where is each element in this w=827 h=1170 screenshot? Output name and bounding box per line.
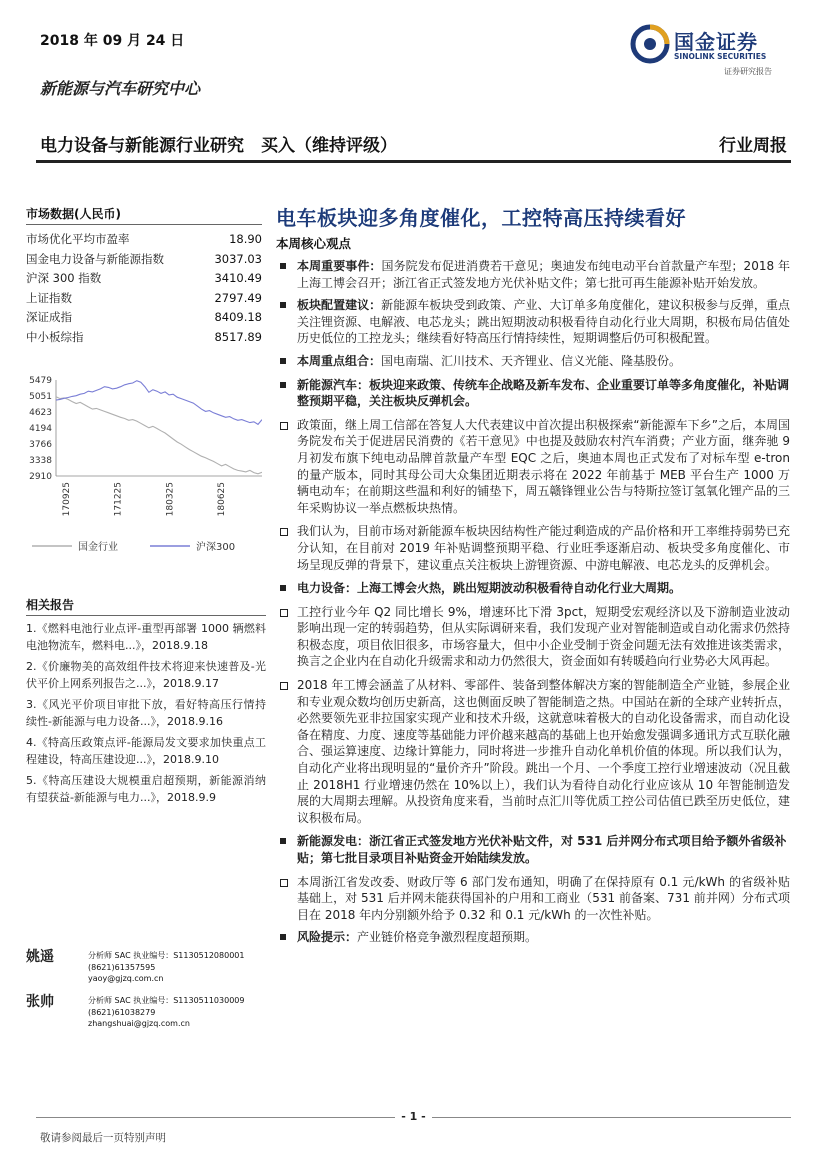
chart-x-tick-label: 180625 (217, 482, 227, 517)
market-row (26, 269, 262, 289)
main-subtitle: 本周核心观点 (276, 236, 352, 251)
chart-y-tick-label: 4194 (29, 424, 52, 435)
market-row (26, 230, 262, 250)
market-row-value: 18.90 (229, 232, 262, 246)
market-row-label: 中小板综指 (26, 329, 84, 344)
chart-x-tick-label: 171225 (113, 482, 124, 517)
portfolio-text: 国电南瑞、汇川技术、天齐锂业、信义光能、隆基股份。 (381, 353, 682, 368)
analyst-card (26, 946, 266, 991)
analyst-phone: (8621)61357595 (88, 962, 156, 972)
chart-series-line (56, 397, 262, 474)
analyst-email[interactable]: zhangshuai@gjzq.com.cn (88, 1019, 190, 1028)
chart-x-tick-label: 180325 (165, 482, 176, 517)
analyst-name: 姚遥 (26, 949, 54, 965)
market-row (26, 308, 262, 328)
market-row-label: 上证指数 (26, 290, 72, 305)
page-number (0, 1110, 827, 1123)
chart-y-tick-label: 5479 (29, 376, 52, 386)
chart-series-line (56, 381, 262, 425)
market-row-value: 3037.03 (214, 251, 262, 266)
related-report-item: 4.《特高压政策点评-能源局发文要求加快重点工程建设，特高压建设迎...》，2018.9.10 (26, 736, 266, 766)
analyst-list (26, 946, 266, 1036)
allocation-bullet (276, 297, 790, 347)
related-report-item: 3.《风光平价项目审批下放，看好特高压行情持续性-新能源与电力设备...》，2018.9.16 (26, 698, 266, 728)
related-reports-title: 相关报告 (26, 596, 266, 616)
risk-bullet (276, 929, 790, 946)
related-report-item: 1.《燃料电池行业点评-重型再部署 1000 辆燃料电池物流车，燃料电...》，2018.9.18 (26, 622, 266, 652)
power-paragraph-1: 工控行业今年 Q2 同比增长 9%，增速环比下滑 3pct，短期受宏观经济以及下游制造业波动影响出现一定的转弱趋势，但从实际调研来看，我们发现产业对智能制造或自动化需求仍然持积极态度，项目依旧很多，市场容量大，但中小企业受制于资金问题无法有效推进该类需求，换言之企业内在自动化升级需求和动力仍然很大，资金面如有转暖趋向行业势必大风再起。 (276, 604, 790, 670)
market-row (26, 328, 262, 348)
nev-paragraph-2: 我们认为，目前市场对新能源车板块因结构性产能过剩造成的产品价格和开工率维持弱势已充分认知，在目前对 2019 年补贴调整预期平稳、行业旺季逐渐启动、板块受多角度催化、市场呈现反弹的背景下，建议重点关注板块上游锂资源、中游电解液、电芯龙头的反弹机会。 (276, 523, 790, 573)
market-data-table (26, 230, 262, 347)
department-name: 新能源与汽车研究中心 (40, 79, 201, 98)
analyst-email[interactable]: yaoy@gjzq.com.cn (88, 974, 164, 983)
sinolink-logo-icon (630, 24, 670, 64)
sector-rating-title: 电力设备与新能源行业研究 买入（维持评级） (40, 136, 397, 156)
market-row (26, 289, 262, 309)
chart-y-tick-label: 3338 (29, 456, 52, 467)
power-paragraph-2: 2018 年工博会涵盖了从材料、零部件、装备到整体解决方案的智能制造全产业链，参展企业和专业观众数均创历史新高，这也侧面反映了智能制造之热。中国站在新的全球产业转折点，必然要领先亚非拉国家实现产业和技术升级，这就意味着极大的自动化设备需求，而自动化设备在精度、力度、速度等基础能力评价越来越高的基础上也开始愈发强调多通讯方式互联化融合、强运算速度、边缘计算能力，同时将进一步推升自动化单机价值的体现。所以我们认为，自动化产业将出现明显的“量价齐升”阶段。跳出一个月、一个季度工控行业增速波动（况且截止 2018H1 行业增速仍然在 10%以上），我们认为看待自动化行业应该从 10 年智能制造发展的大周期去理解。从投资角度来看，当前时点汇川等优质工控公司估值已跌至历史低位，建议积极布局。 (276, 677, 790, 826)
logo-subtitle: 证券研究报告 (724, 67, 772, 76)
power-section-heading: 电力设备：上海工博会火热，跳出短期波动积极看待自动化行业大周期。 (276, 580, 790, 597)
market-row-value: 8517.89 (214, 329, 262, 344)
key-event-label: 本周重要事件： (297, 259, 382, 273)
analyst-name: 张帅 (26, 994, 54, 1010)
chart-x-tick-label: 170925 (62, 482, 72, 517)
risk-text: 产业链价格竞争激烈程度超预期。 (357, 930, 538, 945)
market-row-label: 沪深 300 指数 (26, 271, 102, 285)
market-row-value: 3410.49 (214, 271, 262, 285)
portfolio-label: 本周重点组合： (297, 353, 382, 368)
related-report-item: 2.《价廉物美的高效组件技术将迎来快速普及-光伏平价上网系列报告之...》，2018.9.17 (26, 660, 266, 690)
related-reports-list (26, 620, 266, 806)
analyst-info (88, 950, 244, 985)
header-divider (36, 160, 791, 163)
key-event-bullet (276, 258, 790, 291)
allocation-text: 新能源车板块受到政策、产业、大订单多角度催化，建议积极参与反弹，重点关注锂资源、电解液、电芯龙头；跳出短期波动积极看待自动化行业大周期，积极布局估值处历史低位的工控龙头；继续看好特高压行情持续性，短期调整后仍可积极配置。 (297, 298, 790, 346)
analyst-sac-id: 分析师 SAC 执业编号：S1130511030009 (88, 996, 245, 1005)
analyst-card (26, 991, 266, 1036)
risk-label: 风险提示： (297, 930, 358, 945)
generation-paragraph: 本周浙江省发改委、财政厅等 6 部门发布通知，明确了在保持原有 0.1 元/kWh 的省级补贴基础上，对 531 后并网未能获得国补的户用和工商业（531 前备案、731 前并网）分布式项目在 2018 年内分别额外给予 0.32 和 0.1 元/kWh 的一次性补贴。 (276, 874, 790, 924)
market-row-label: 市场优化平均市盈率 (26, 232, 130, 246)
market-row-label: 国金电力设备与新能源指数 (26, 251, 164, 266)
market-data-panel (26, 205, 262, 347)
sinolink-logo (630, 24, 800, 80)
market-row (26, 250, 262, 270)
chart-y-tick-label: 4623 (29, 407, 52, 418)
analyst-sac-id: 分析师 SAC 执业编号：S1130512080001 (88, 951, 245, 960)
chart-y-tick-label: 2910 (29, 472, 52, 482)
key-event-text: 国务院发布促进消费若干意见；奥迪发布纯电动平台首款量产车型；2018 年上海工博会召开；浙江省正式签发地方光伏补贴文件；第七批可再生能源补贴开始发放。 (297, 259, 790, 290)
market-data-title: 市场数据(人民币) (26, 205, 262, 225)
chart-y-tick-label: 3766 (29, 440, 52, 451)
chart-y-tick-label: 5051 (29, 391, 52, 402)
logo-brand-cn: 国金证券 (674, 30, 758, 54)
footer-disclaimer: 敬请参阅最后一页特别声明 (40, 1132, 166, 1144)
report-type: 行业周报 (719, 136, 787, 156)
analyst-info (88, 995, 244, 1030)
index-chart (26, 368, 262, 578)
portfolio-bullet (276, 353, 790, 370)
allocation-label: 板块配置建议： (297, 298, 382, 313)
analyst-phone: (8621)61038279 (88, 1007, 156, 1017)
logo-brand-en: SINOLINK SECURITIES (674, 52, 767, 61)
related-report-item: 5.《特高压建设大规模重启超预期，新能源消纳有望获益-新能源与电力...》，2018.9.9 (26, 774, 266, 804)
nev-section-heading: 新能源汽车：板块迎来政策、传统车企战略及新车发布、企业重要订单等多角度催化，补贴调整预期平稳，关注板块反弹机会。 (276, 377, 790, 410)
related-reports (26, 596, 266, 806)
main-content (276, 205, 790, 946)
chart-legend-label: 沪深300 (196, 542, 236, 553)
page-number-text: - 1 - (395, 1110, 431, 1123)
market-row-value: 8409.18 (214, 310, 262, 324)
market-row-label: 深证成指 (26, 310, 72, 324)
market-row-value: 2797.49 (214, 290, 262, 305)
report-date: 2018 年 09 月 24 日 (40, 33, 185, 49)
index-chart-svg (26, 368, 262, 578)
main-title: 电车板块迎多角度催化，工控特高压持续看好 (276, 206, 686, 230)
generation-section-heading: 新能源发电：浙江省正式签发地方光伏补贴文件，对 531 后并网分布式项目给予额外省级补贴；第七批目录项目补贴资金开始陆续发放。 (276, 833, 790, 866)
nev-paragraph-1: 政策面，继上周工信部在答复人大代表建议中首次提出积极探索“新能源车下乡”之后，本周国务院发布关于促进居民消费的《若干意见》中也提及鼓励农村汽车消费；产业方面，继奔驰 9 月初发布旗下纯电动品牌首款量产车型 EQC 之后，奥迪本周也正式发布了对标车型 e-tron 的量产版本，同时其母公司大众集团近期表示将在 2022 年前基于 MEB 平台生产 1000 万辆电动车；在前期这些温和利好的铺垫下，周五赣锋锂业公告与特斯拉签订氢氧化锂产品的三年采购协议一举点燃板块热情。 (276, 417, 790, 517)
chart-legend-label: 国金行业 (78, 542, 118, 553)
